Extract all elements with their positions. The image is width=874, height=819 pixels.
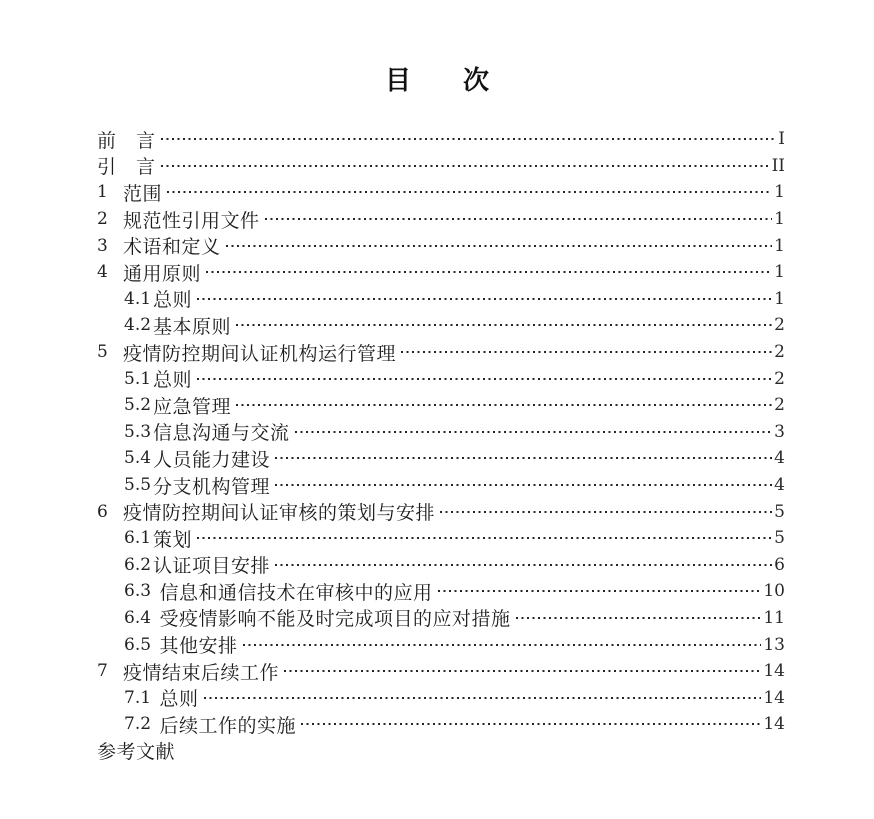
dotted-leader xyxy=(275,472,772,499)
toc-entry[interactable] xyxy=(97,738,785,765)
dotted-leader xyxy=(226,232,773,259)
toc-entry-page: 4 xyxy=(774,448,785,469)
toc-entry-number: 6 xyxy=(97,501,108,522)
toc-entry[interactable] xyxy=(97,179,785,206)
toc-entry-number: 5.5 xyxy=(124,475,152,496)
toc-entry-title: 总则 xyxy=(153,688,199,711)
toc-entry-number: 5 xyxy=(97,342,108,363)
dotted-leader xyxy=(265,206,773,233)
toc-entry-page: 2 xyxy=(774,395,785,416)
dotted-leader xyxy=(440,498,772,525)
toc-entry[interactable] xyxy=(97,684,785,711)
toc-entry-page: 14 xyxy=(763,714,785,735)
toc-entry-title: 后续工作的实施 xyxy=(153,714,297,737)
dotted-leader xyxy=(301,711,761,738)
toc-entry-number: 1 xyxy=(97,182,108,203)
toc-entry-page: 2 xyxy=(774,368,785,389)
toc-entry[interactable] xyxy=(97,365,785,392)
toc-entry[interactable] xyxy=(97,525,785,552)
dotted-leader xyxy=(284,658,761,685)
toc-entry-title: 疫情防控期间认证审核的策划与安排 xyxy=(123,502,436,525)
toc-entry-title: 受疫情影响不能及时完成项目的应对措施 xyxy=(153,608,511,631)
toc-entry-page: 1 xyxy=(774,262,785,283)
toc-entry-title: 策划 xyxy=(153,528,193,551)
toc-entry-title: 总则 xyxy=(153,289,193,312)
dotted-leader xyxy=(206,259,772,286)
toc-entry[interactable] xyxy=(97,126,785,153)
toc-entry[interactable] xyxy=(97,392,785,419)
toc-entry-title: 分支机构管理 xyxy=(153,475,271,498)
toc-entry-page: 1 xyxy=(774,209,785,230)
toc-entry-page: 5 xyxy=(774,528,785,549)
toc-entry-title: 参考文献 xyxy=(97,741,176,764)
toc-entry-number: 4 xyxy=(97,262,108,283)
toc-entry-page: 2 xyxy=(774,342,785,363)
dotted-leader xyxy=(204,684,762,711)
toc-entry[interactable] xyxy=(97,631,785,658)
toc-entry-title: 认证项目安排 xyxy=(153,555,271,578)
dotted-leader xyxy=(167,179,772,206)
toc-entry-number: 6.3 xyxy=(124,581,152,602)
dotted-leader xyxy=(236,312,772,339)
toc-entry-title: 应急管理 xyxy=(153,395,232,418)
toc-entry-page: I xyxy=(778,129,785,150)
toc-entry-number: 3 xyxy=(97,235,108,256)
toc-entry[interactable] xyxy=(97,339,785,366)
toc-entry-number: 7.2 xyxy=(124,714,152,735)
toc-entry[interactable] xyxy=(97,605,785,632)
toc-entry-number: 6.2 xyxy=(124,554,152,575)
toc-entry-page: II xyxy=(771,155,785,176)
toc-entry-page: 6 xyxy=(774,554,785,575)
toc-entry-page: 4 xyxy=(774,475,785,496)
toc-entry-number: 6.4 xyxy=(124,607,152,628)
toc-entry-title: 前 言 xyxy=(97,129,156,152)
toc-entry-number: 4.2 xyxy=(124,315,152,336)
toc-entry[interactable] xyxy=(97,259,785,286)
toc-entry-title: 规范性引用文件 xyxy=(123,209,260,232)
toc-entry[interactable] xyxy=(97,286,785,313)
toc-entry-title: 范围 xyxy=(123,182,163,205)
toc-entry[interactable] xyxy=(97,658,785,685)
toc-entry[interactable] xyxy=(97,232,785,259)
toc-entry-number: 6.1 xyxy=(124,528,152,549)
toc-entry-page: 1 xyxy=(774,235,785,256)
toc-entry-page: 1 xyxy=(774,288,785,309)
dotted-leader xyxy=(295,419,773,446)
dotted-leader xyxy=(161,153,770,180)
toc-entry[interactable] xyxy=(97,312,785,339)
dotted-leader xyxy=(197,365,772,392)
toc-entry-title: 通用原则 xyxy=(123,262,202,285)
toc-entry-title: 信息和通信技术在审核中的应用 xyxy=(153,581,433,604)
toc-entry-number: 6.5 xyxy=(124,634,152,655)
toc-entry-title: 疫情防控期间认证机构运行管理 xyxy=(123,342,397,365)
toc-entry-title: 总则 xyxy=(153,369,193,392)
toc-entry-number: 4.1 xyxy=(124,288,152,309)
dotted-leader xyxy=(516,605,762,632)
toc-entry-number: 5.2 xyxy=(124,395,152,416)
toc-entry[interactable] xyxy=(97,472,785,499)
toc-entry-page: 14 xyxy=(763,687,785,708)
toc-entry-page: 2 xyxy=(774,315,785,336)
dotted-leader xyxy=(197,525,772,552)
toc-entry-number: 5.4 xyxy=(124,448,152,469)
toc-entry-title: 其他安排 xyxy=(153,635,238,658)
toc-entry[interactable] xyxy=(97,445,785,472)
dotted-leader xyxy=(243,631,762,658)
dotted-leader xyxy=(236,392,772,419)
toc-entry[interactable] xyxy=(97,419,785,446)
toc-entry-page: 13 xyxy=(763,634,785,655)
toc-entry-page: 11 xyxy=(763,607,785,628)
toc-entry[interactable] xyxy=(97,153,785,180)
toc-entry-number: 7 xyxy=(97,661,108,682)
toc-entry-page: 10 xyxy=(763,581,785,602)
toc-entry-page: 5 xyxy=(774,501,785,522)
dotted-leader xyxy=(275,552,772,579)
toc-entry-title: 人员能力建设 xyxy=(153,448,271,471)
toc-entry[interactable] xyxy=(97,578,785,605)
dotted-leader xyxy=(275,445,772,472)
dotted-leader xyxy=(438,578,762,605)
toc-entry-page: 3 xyxy=(774,421,785,442)
toc-entry[interactable] xyxy=(97,206,785,233)
toc-entry-title: 信息沟通与交流 xyxy=(153,422,290,445)
dotted-leader xyxy=(161,126,777,153)
toc-entry-title: 引 言 xyxy=(97,156,156,179)
toc-entry-number: 5.1 xyxy=(124,368,152,389)
toc-entry-title: 疫情结束后续工作 xyxy=(123,661,280,684)
toc-entry-number: 5.3 xyxy=(124,421,152,442)
toc-entry-page: 1 xyxy=(774,182,785,203)
toc-entry-page: 14 xyxy=(763,661,785,682)
page-title: 目 次 xyxy=(384,66,489,96)
dotted-leader xyxy=(197,286,772,313)
toc-entry[interactable] xyxy=(97,498,785,525)
toc-entry[interactable] xyxy=(97,711,785,738)
toc-entry-number: 7.1 xyxy=(124,687,152,708)
toc-entry-number: 2 xyxy=(97,209,108,230)
toc-list xyxy=(0,126,874,764)
dotted-leader xyxy=(401,339,772,366)
toc-entry-title: 术语和定义 xyxy=(123,236,221,259)
toc-entry[interactable] xyxy=(97,552,785,579)
toc-entry-title: 基本原则 xyxy=(153,315,232,338)
